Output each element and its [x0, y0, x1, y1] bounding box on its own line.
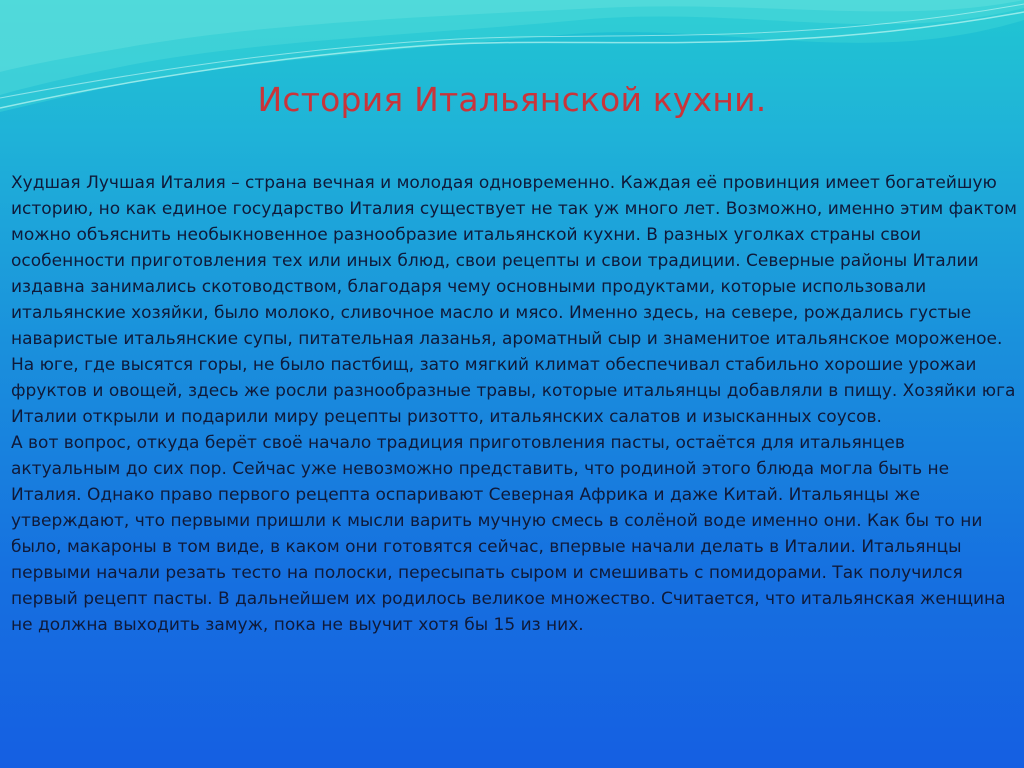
slide-title: История Итальянской кухни.	[257, 80, 767, 119]
slide-body	[11, 170, 1017, 638]
paragraph-2: А вот вопрос, откуда берёт своё начало традиция приготовления пасты, остаётся для итальянцев актуальным до сих пор. Сейчас уже невозможно представить, что родиной этого блюда могла быть не Италия. Однако право первого рецепта оспаривают Северная Африка и даже Китай. Итальянцы же утверждают, что первыми пришли к мысли варить мучную смесь в солёной воде именно они. Как бы то ни было, макароны в том виде, в каком они готовятся сейчас, впервые начали делать в Италии. Итальянцы первыми начали резать тесто на полоски, пересыпать сыром и смешивать с помидорами. Так получился первый рецепт пасты. В дальнейшем их родилось великое множество. Считается, что итальянская женщина не должна выходить замуж, пока не выучит хотя бы 15 из них.	[11, 433, 1006, 635]
wave-decoration	[0, 0, 1024, 140]
paragraph-1: Худшая Лучшая Италия – страна вечная и молодая одновременно. Каждая её провинция имеет богатейшую историю, но как единое государство Италия существует не так уж много лет. Возможно, именно этим фактом можно объяснить необыкновенное разнообразие итальянской кухни. В разных уголках страны свои особенности приготовления тех или иных блюд, свои рецепты и свои традиции. Северные районы Италии издавна занимались скотоводством, благодаря чему основными продуктами, которые использовали итальянские хозяйки, было молоко, сливочное масло и мясо. Именно здесь, на севере, рождались густые наваристые итальянские супы, питательная лазанья, ароматный сыр и знаменитое итальянское мороженое. На юге, где высятся горы, не было пастбищ, зато мягкий климат обеспечивал стабильно хорошие урожаи фруктов и овощей, здесь же росли разнообразные травы, которые итальянцы добавляли в пищу. Хозяйки юга Италии открыли и подарили миру рецепты ризотто, итальянских салатов и изысканных соусов.	[11, 173, 1017, 427]
